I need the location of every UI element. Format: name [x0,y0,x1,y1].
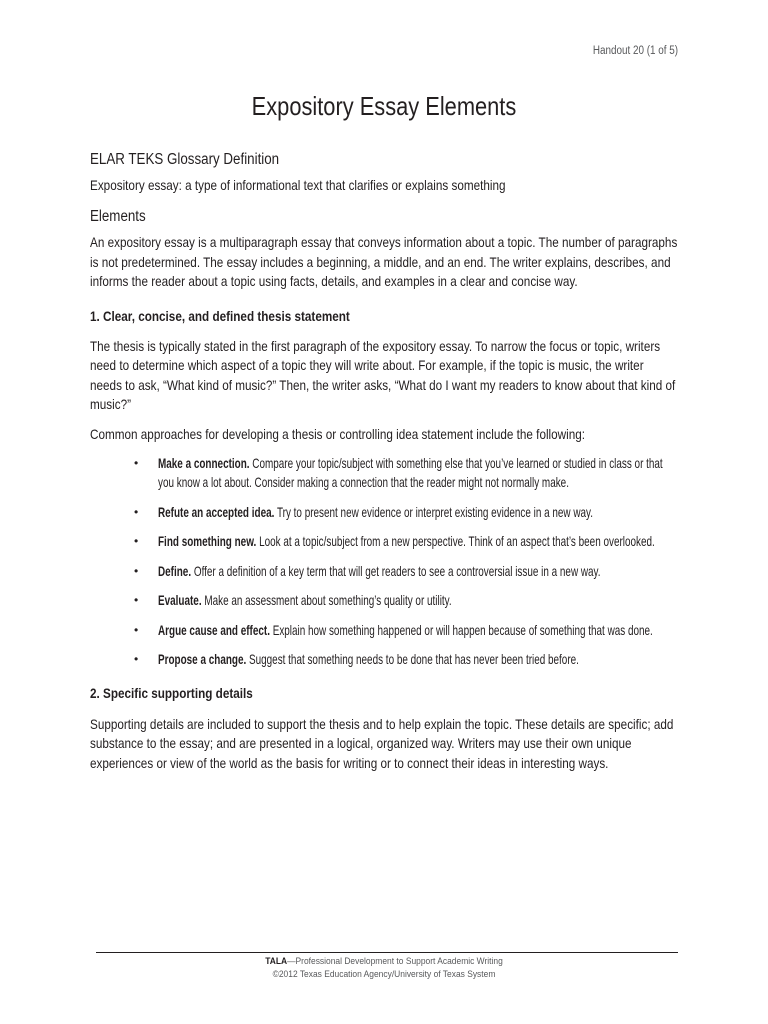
bullet-text: Suggest that something needs to be done that has never been tried before. [246,651,579,667]
bullet-term: Make a connection. [158,456,250,472]
bullet-term: Propose a change. [158,651,247,667]
footer-brand: TALA [265,956,288,967]
list-item [90,454,678,493]
glossary-definition: Expository essay: a type of informational text that clarifies or explains something [90,178,506,193]
bullet-text: Look at a topic/subject from a new perspective. Think of an aspect that’s been overlooked. [256,534,655,550]
bullet-icon: • [134,622,139,637]
list-item [90,562,678,581]
list-item [90,650,678,669]
bullet-icon: • [134,651,139,666]
page-footer [0,956,768,981]
handout-label: Handout 20 (1 of 5) [592,45,678,57]
bullet-term: Argue cause and effect. [158,622,270,638]
document-body [90,150,678,773]
bullet-term: Define. [158,563,192,579]
footer-line-1 [46,956,722,969]
bullet-icon: • [134,534,139,549]
list-item [90,532,678,551]
footer-tagline: —Professional Development to Support Academic Writing [287,956,503,967]
bullet-term: Refute an accepted idea. [158,504,275,520]
bullet-text: Offer a definition of a key term that will get readers to see a controversial issue in a new way. [191,563,601,579]
list-item [90,621,678,640]
approaches-list [90,454,678,669]
glossary-heading: ELAR TEKS Glossary Definition [90,151,280,168]
section1-paragraph: The thesis is typically stated in the first paragraph of the expository essay. To narrow the focus or topic, writers need to determine which aspect of a topic they will write about. For example, if the topic is music, the writer needs to ask, “What kind of music?” Then, the writer asks, “What do I want my readers to know about that kind of music?” [90,339,676,413]
bullet-term: Find something new. [158,534,257,550]
bullet-icon: • [134,504,139,519]
footer-copyright: ©2012 Texas Education Agency/University of Texas System [272,968,496,980]
bullet-text: Try to present new evidence or interpret existing evidence in a new way. [274,504,594,520]
approaches-intro: Common approaches for developing a thesis or controlling idea statement include the following: [90,426,586,442]
list-item [90,591,678,610]
bullet-text: Explain how something happened or will happen because of something that was done. [269,622,653,638]
section2-heading: 2. Specific supporting details [90,686,253,702]
section1-heading: 1. Clear, concise, and defined thesis statement [90,308,350,324]
page-title: Expository Essay Elements [251,91,517,121]
bullet-icon: • [134,563,139,578]
elements-intro: An expository essay is a multiparagraph essay that conveys information about a topic. The number of paragraphs is not predetermined. The essay includes a beginning, a middle, and an end. The writer explains, describes, and informs the reader about a topic using facts, details, and examples in a clear and concise way. [90,235,678,290]
list-item [90,503,678,522]
bullet-icon: • [134,456,139,471]
bullet-text: Compare your topic/subject with something else that you’ve learned or studied in class or that you know a lot about. Consider making a connection that the reader might not normally make. [158,456,663,491]
footer-divider [96,952,678,953]
bullet-icon: • [134,593,139,608]
bullet-text: Make an assessment about something’s quality or utility. [201,593,452,609]
elements-heading: Elements [90,208,146,226]
bullet-term: Evaluate. [158,593,202,609]
section2-paragraph: Supporting details are included to support the thesis and to help explain the topic. These details are specific; add substance to the essay; and are presented in a logical, organized way. Writers may use their own unique experiences or view of the world as the basis for writing or to connect their ideas in interesting ways. [90,716,674,771]
